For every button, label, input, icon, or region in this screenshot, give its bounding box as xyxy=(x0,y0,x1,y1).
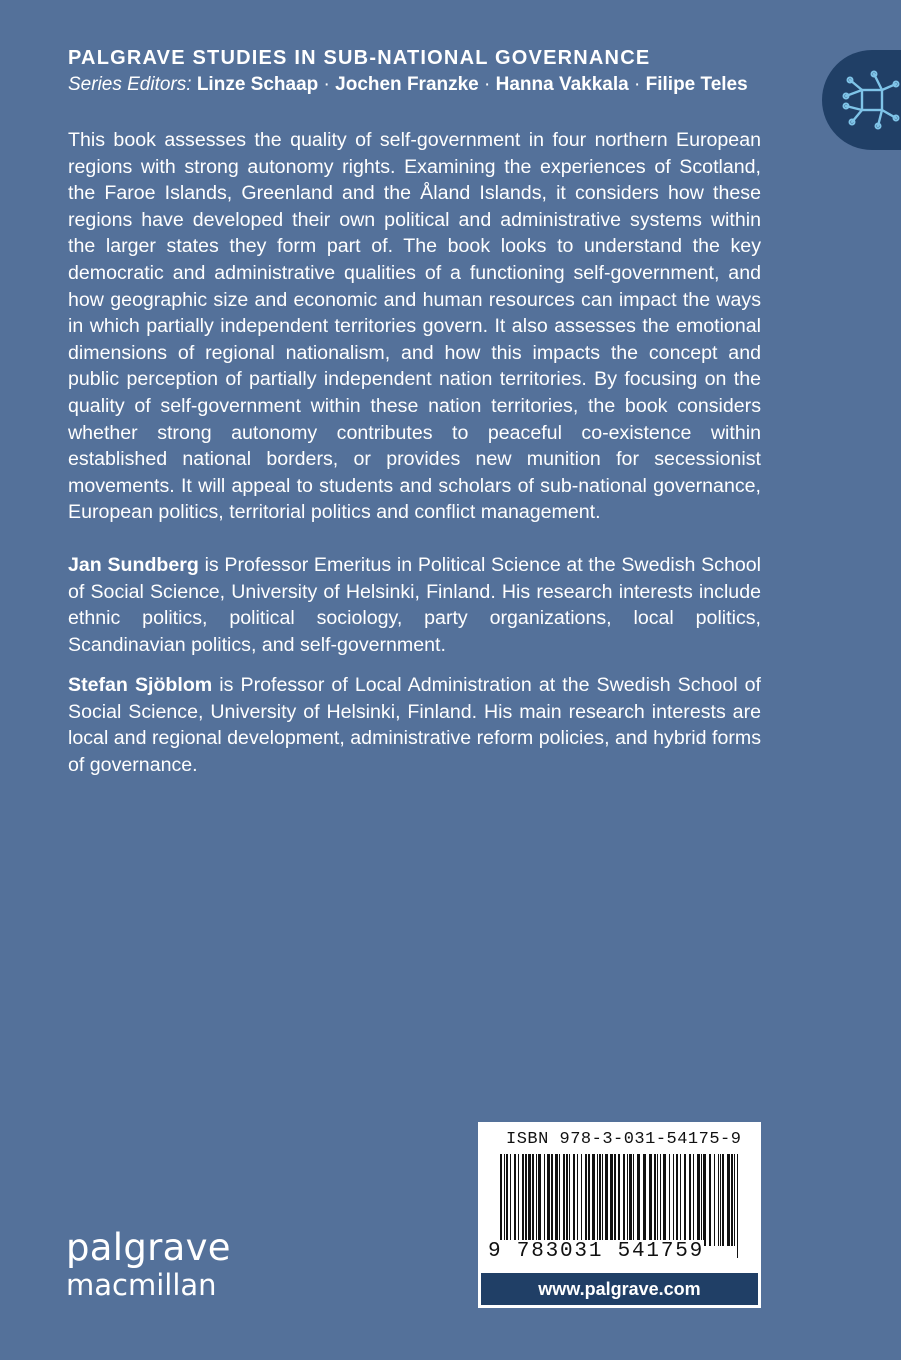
barcode-bar xyxy=(581,1154,582,1246)
barcode-bar xyxy=(522,1154,524,1246)
barcode-bar xyxy=(693,1154,694,1246)
barcode-bar xyxy=(536,1154,537,1246)
series-editor-name: Filipe Teles xyxy=(645,74,748,95)
editor-separator: · xyxy=(323,74,336,95)
barcode-bar xyxy=(614,1154,616,1246)
barcode-bar xyxy=(555,1154,558,1246)
barcode-bar xyxy=(610,1154,613,1246)
barcode-bar xyxy=(637,1154,640,1246)
author-bio xyxy=(68,672,761,778)
barcode-bar xyxy=(734,1154,735,1246)
barcode-bar xyxy=(731,1154,733,1246)
series-editors-label: Series Editors: xyxy=(68,74,192,95)
barcode-bar xyxy=(599,1154,601,1246)
series-editor-name: Hanna Vakkala xyxy=(495,74,629,95)
barcode-bar xyxy=(689,1154,691,1246)
barcode-bar xyxy=(649,1154,652,1246)
barcode-bar xyxy=(663,1154,666,1246)
editor-separator: · xyxy=(484,74,496,95)
isbn-digits: 9 783031 541759 xyxy=(488,1240,705,1263)
barcode-bar xyxy=(703,1154,706,1246)
barcode-bar xyxy=(538,1154,541,1246)
barcode-bar xyxy=(718,1154,719,1246)
barcode-bar xyxy=(573,1154,575,1246)
barcode-bar xyxy=(544,1154,545,1246)
barcode-bar xyxy=(577,1154,578,1246)
barcode-bar xyxy=(633,1154,634,1246)
isbn-text: ISBN 978-3-031-54175-9 xyxy=(506,1130,742,1149)
book-description: This book assesses the quality of self-government in four northern European regions with strong autonomy rights. Examining the experiences of Scotland, the Faroe Islands, Greenland and the Åland Islands, it considers how these regions have developed their own political and administrative systems within the larger states they form part of. The book looks to understand the key democratic and administrative qualities of a functioning self-government, and how geographic size and economic and human resources can impact the ways in which partially independent territories govern. It also assesses the emotional dimensions of regional nationalism, and how this impacts the concept and public perception of partially independent nation territories. By focusing on the quality of self-​government within these nation territories, the book considers whether strong autonomy contributes to peaceful co-existence within established national borders, or provides new munition for secessionist movements. It will appeal to students and scholars of sub-national governance, European politics, territorial politics and conflict management. xyxy=(68,129,761,524)
barcode-bar xyxy=(592,1154,595,1246)
barcode-bar xyxy=(727,1154,730,1246)
barcode-bar xyxy=(559,1154,560,1246)
barcode-bar xyxy=(623,1154,625,1246)
barcode-bar xyxy=(660,1154,661,1246)
barcode-bar xyxy=(714,1154,715,1246)
editor-separator: · xyxy=(634,74,646,95)
author-name: Jan Sundberg xyxy=(68,553,199,576)
barcode-bar xyxy=(627,1154,628,1246)
publisher-logo xyxy=(66,1228,231,1302)
series-editor-name: Jochen Franzke xyxy=(335,74,479,95)
barcode-bar xyxy=(547,1154,550,1246)
publisher-url[interactable]: www.palgrave.com xyxy=(478,1270,761,1308)
barcode-bar xyxy=(563,1154,565,1246)
author-name: Stefan Sjöblom xyxy=(68,674,213,697)
barcode-bar xyxy=(566,1154,568,1246)
barcode-bar xyxy=(605,1154,608,1246)
barcode-bar xyxy=(506,1154,508,1246)
barcode-bar xyxy=(525,1154,527,1246)
barcode-bar xyxy=(597,1154,598,1246)
series-editor-name: Linze Schaap xyxy=(196,74,319,95)
series-logo-tab xyxy=(822,50,901,150)
author-bio xyxy=(68,552,761,658)
barcode-bar xyxy=(602,1154,603,1246)
barcode-bar xyxy=(684,1154,686,1246)
barcode-bar xyxy=(676,1154,678,1246)
barcode-bar xyxy=(697,1154,700,1246)
barcode-bar xyxy=(643,1154,646,1246)
barcode-bar xyxy=(514,1154,516,1246)
barcode-bar xyxy=(669,1154,670,1246)
barcode-bar xyxy=(737,1154,738,1258)
series-editors xyxy=(68,74,748,96)
publisher-name-line1: palgrave xyxy=(66,1226,231,1269)
barcode-bar xyxy=(569,1154,570,1246)
barcode-bar xyxy=(585,1154,587,1246)
barcode-bar xyxy=(654,1154,656,1246)
back-cover-text xyxy=(68,127,761,779)
author-bio-text: is Professor of Local Administration at the Swedish School of Social Science, University of Helsinki, Finland. His main research interests are local and regional development, administrative reform policies, and hybrid forms of governance. xyxy=(68,674,761,777)
barcode-bar xyxy=(510,1154,511,1246)
publisher-name-line2: macmillan xyxy=(66,1268,217,1302)
barcode-bar xyxy=(532,1154,534,1246)
series-title: PALGRAVE STUDIES IN SUB-NATIONAL GOVERNANCE xyxy=(68,47,651,69)
barcode-bar xyxy=(701,1154,702,1246)
barcode-bar xyxy=(673,1154,674,1246)
barcode-bar xyxy=(518,1154,519,1246)
barcode-bar xyxy=(504,1154,505,1246)
barcode-bar xyxy=(722,1154,724,1246)
barcode-bar xyxy=(657,1154,658,1246)
isbn-barcode-panel xyxy=(478,1122,761,1308)
author-bio-text: is Professor Emeritus in Political Science at the Swedish School of Social Science, University of Helsinki, Finland. His research interests include ethnic politics, political sociology, party organizations, local politics, Scandinavian politics, and self-government. xyxy=(68,553,761,656)
barcode-bar xyxy=(720,1154,721,1246)
barcode-bar xyxy=(680,1154,681,1246)
barcode-bar xyxy=(551,1154,553,1246)
network-square-logo-icon xyxy=(840,68,901,132)
barcode-bar xyxy=(528,1154,531,1246)
barcode-bar xyxy=(588,1154,590,1246)
barcode-bar xyxy=(709,1154,711,1246)
barcode-bar xyxy=(629,1154,632,1246)
